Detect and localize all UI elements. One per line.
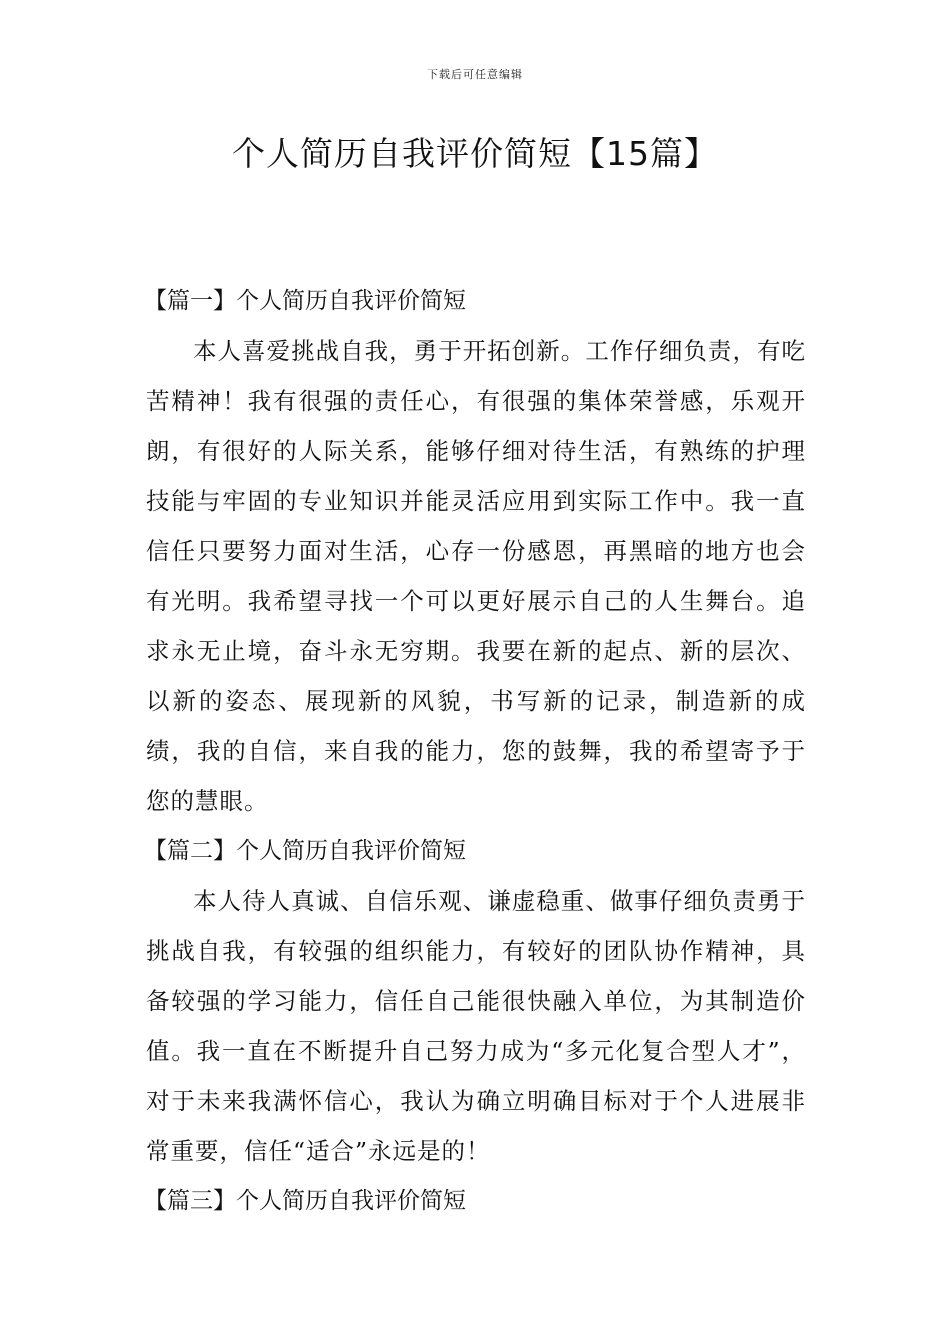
header-note: 下载后可任意编辑 bbox=[427, 68, 523, 81]
section-body-1: 本人喜爱挑战自我，勇于开拓创新。工作仔细负责，有吃苦精神！我有很强的责任心，有很强的集体荣誉感，乐观开朗，有很好的人际关系，能够仔细对待生活，有熟练的护理技能与牢固的专业知识并能灵活应用到实际工作中。我一直信任只要努力面对生活，心存一份感恩，再黑暗的地方也会有光明。我希望寻找一个可以更好展示自己的人生舞台。追求永无止境，奋斗永无穷期。我要在新的起点、新的层次、以新的姿态、展现新的风貌，书写新的记录，制造新的成绩，我的自信，来自我的能力，您的鼓舞，我的希望寄予于您的慧眼。 bbox=[146, 337, 806, 815]
section-heading-1: 【篇一】个人简历自我评价简短 bbox=[144, 288, 466, 314]
section-heading-2: 【篇二】个人简历自我评价简短 bbox=[144, 838, 466, 864]
section-heading-3: 【篇三】个人简历自我评价简短 bbox=[144, 1188, 466, 1214]
document-content bbox=[146, 276, 806, 1226]
section-body-2: 本人待人真诚、自信乐观、谦虚稳重、做事仔细负责勇于挑战自我，有较强的组织能力，有较好的团队协作精神，具备较强的学习能力，信任自己能很快融入单位，为其制造价值。我一直在不断提升自己努力成为“多元化复合型人才”，对于未来我满怀信心，我认为确立明确目标对于个人进展非常重要，信任“适合”永远是的！ bbox=[146, 887, 806, 1165]
document-title: 个人简历自我评价简短【15篇】 bbox=[232, 134, 718, 173]
